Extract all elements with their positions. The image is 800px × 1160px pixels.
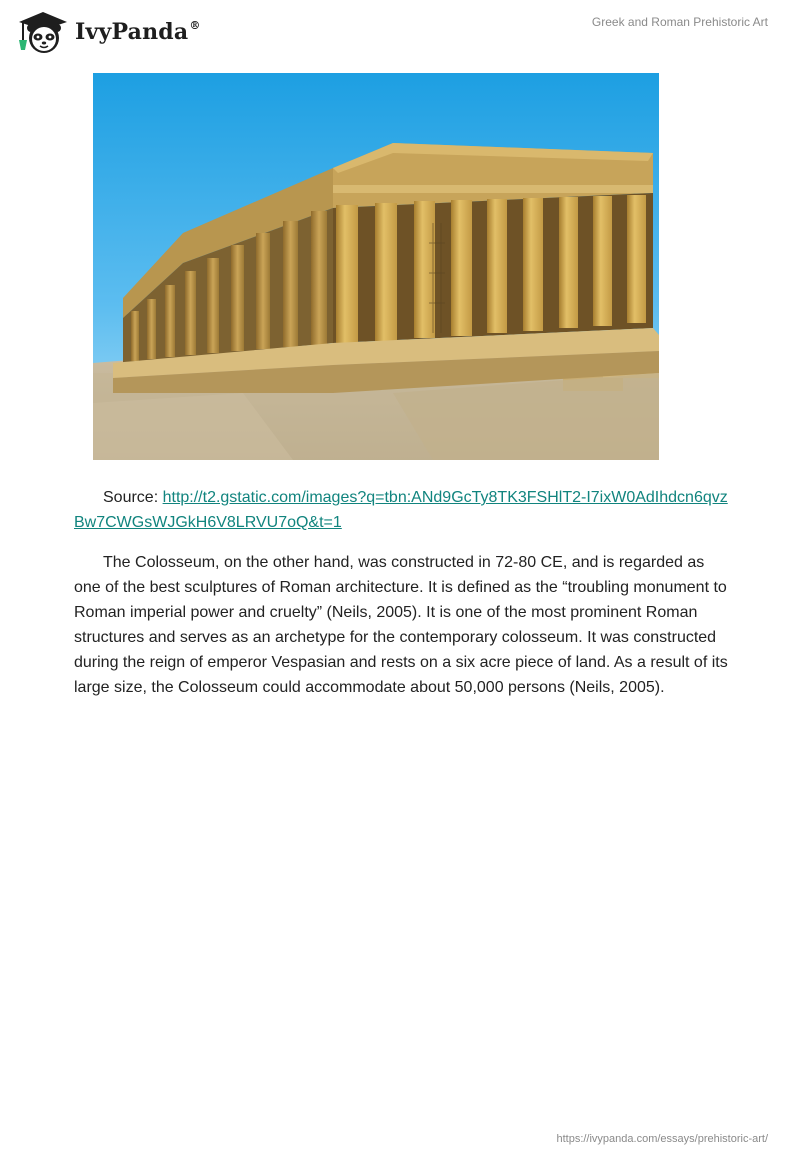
registered-mark: ® (189, 19, 201, 32)
brand-name: IvyPanda® (75, 19, 201, 45)
page-header (0, 0, 800, 60)
source-label: Source: (103, 489, 163, 506)
document-title: Greek and Roman Prehistoric Art (591, 15, 768, 29)
footer-url[interactable]: https://ivypanda.com/essays/prehistoric-art/ (556, 1133, 768, 1145)
paragraph-text: The Colosseum, on the other hand, was constructed in 72-80 CE, and is regarded as one of the best sculptures of Roman architecture. It is defined as the “troubling monument to Roman imperial power and cruelty” (Neils, 2005). It is one of the most prominent Roman structures and serves as an archetype for the contemporary colosseum. It was constructed during the reign of emperor Vespasian and rests on a six acre piece of land. As a result of its large size, the Colosseum could accommodate about 50,000 persons (Neils, 2005). (74, 554, 728, 696)
source-citation (74, 485, 734, 535)
panda-graduation-cap-icon (15, 8, 71, 56)
source-link[interactable]: http://t2.gstatic.com/images?q=tbn:ANd9GcTy8TK3FSHlT2-I7ixW0AdIhdcn6qvzBw7CWGsWJGkH6V8LRVU7oQ&t=1 (74, 489, 728, 531)
ivypanda-logo[interactable] (15, 8, 201, 56)
parthenon-illustration (93, 73, 659, 460)
body-paragraph (74, 550, 734, 700)
parthenon-photo (93, 73, 659, 460)
